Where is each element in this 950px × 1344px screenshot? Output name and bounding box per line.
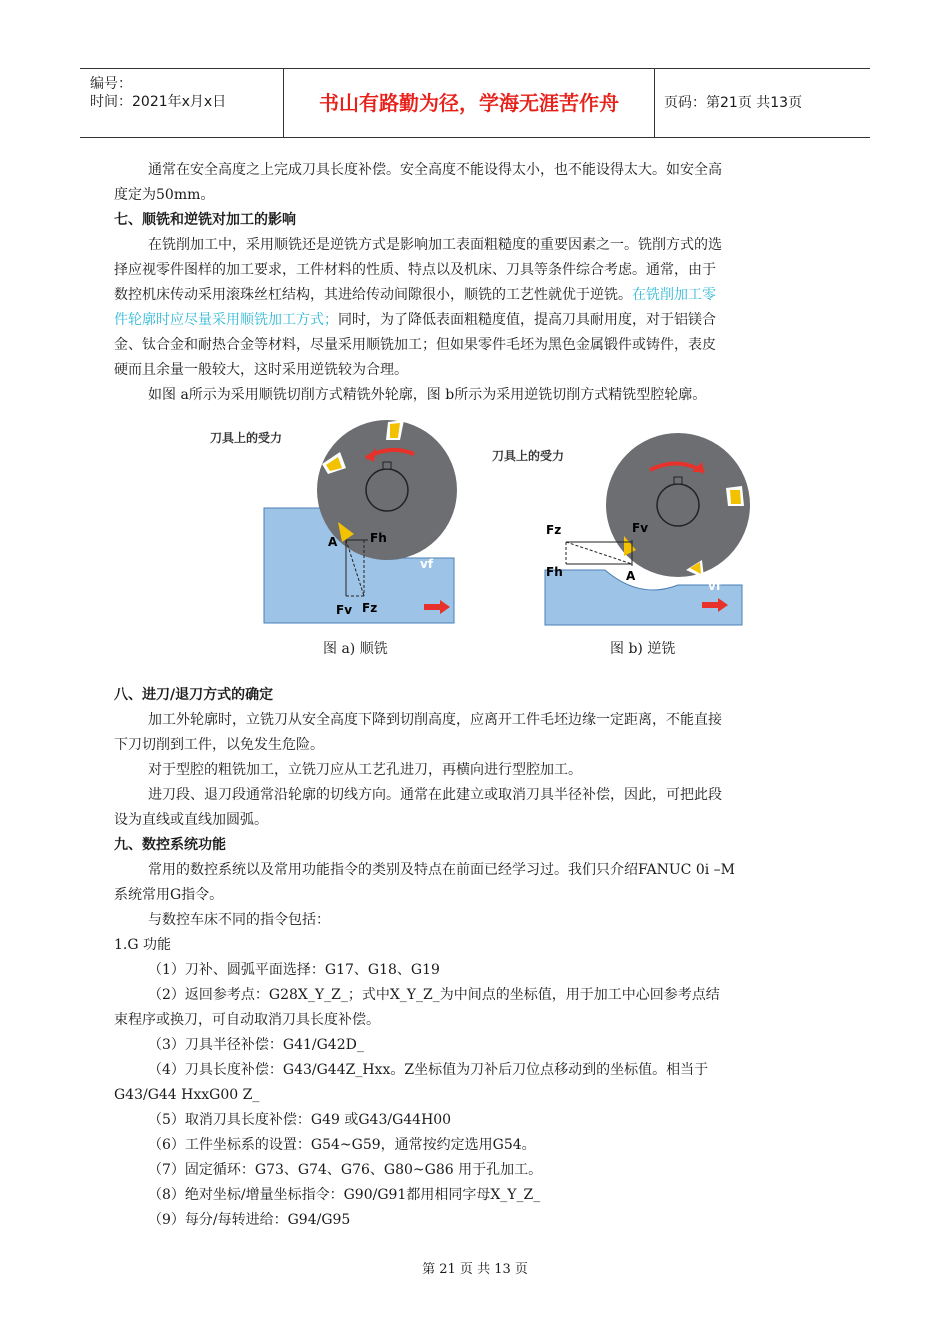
- force-title: 刀具上的受力: [492, 449, 565, 463]
- list-item: （5）取消刀具长度补偿：G49 或G43/G44H00: [148, 1112, 452, 1128]
- fh-label: Fh: [370, 531, 387, 545]
- figure-conventional-milling: [490, 420, 750, 625]
- section-heading-7: 七、顺铣和逆铣对加工的影响: [114, 212, 296, 228]
- highlighted-text: 在铣削加工零: [632, 287, 716, 303]
- paragraph: 硬而且余量一般较大，这时采用逆铣较为合理。: [114, 362, 408, 378]
- paragraph: 择应视零件图样的加工要求，工件材料的性质、特点以及机床、刀具等条件综合考虑。通常，由于: [114, 262, 716, 278]
- keyway: [383, 462, 391, 469]
- caption-b: 图 b) 逆铣: [610, 641, 676, 657]
- paragraph: 加工外轮廓时，立铣刀从安全高度下降到切削高度，应离开工件毛坯边缘一定距离，不能直接: [148, 712, 722, 728]
- list-item: （6）工件坐标系的设置：G54~G59，通常按约定选用G54。: [148, 1137, 536, 1153]
- header-motto: 书山有路勤为径，学海无涯苦作舟: [284, 69, 655, 137]
- paragraph: 下刀切削到工件，以免发生危险。: [114, 737, 324, 753]
- paragraph: 在铣削加工中，采用顺铣还是逆铣方式是影响加工表面粗糙度的重要因素之一。铣削方式的选: [148, 237, 722, 253]
- time-label: 时间：2021年x月x日: [90, 94, 227, 110]
- highlighted-text: 件轮廓时应尽量采用顺铣加工方式；: [114, 312, 338, 328]
- list-item-cont: G43/G44 HxxG00 Z_: [114, 1087, 260, 1103]
- cutter-bore: [657, 484, 699, 526]
- list-item: （9）每分/每转进给：G94/G95: [148, 1212, 351, 1228]
- list-item: （2）返回参考点：G28X_Y_Z_；式中X_Y_Z_为中间点的坐标值，用于加工中心回参考点结: [148, 987, 720, 1003]
- paragraph: [114, 283, 838, 307]
- paragraph: 金、钛合金和耐热合金等材料，尽量采用顺铣加工；但如果零件毛坯为黑色金属锻件或铸件，表皮: [114, 337, 716, 353]
- text-run: 同时，为了降低表面粗糙度值，提高刀具耐用度，对于铝镁合: [338, 312, 716, 328]
- caption-a: 图 a) 顺铣: [323, 641, 388, 657]
- paragraph: 常用的数控系统以及常用功能指令的类别及特点在前面已经学习过。我们只介绍FANUC 0i –M: [148, 862, 735, 878]
- list-item-cont: 束程序或换刀，可自动取消刀具长度补偿。: [114, 1012, 380, 1028]
- section-heading-9: 九、数控系统功能: [114, 837, 226, 853]
- force-title: 刀具上的受力: [210, 431, 283, 445]
- paragraph: 对于型腔的粗铣加工，立铣刀应从工艺孔进刀，再横向进行型腔加工。: [148, 762, 582, 778]
- header-meta: [80, 69, 284, 137]
- g-function-title: 1.G 功能: [114, 937, 171, 953]
- point-label: A: [626, 569, 636, 583]
- vf-label: vf: [420, 557, 434, 571]
- list-item: （4）刀具长度补偿：G43/G44Z_Hxx。Z坐标值为刀补后刀位点移动到的坐标值。相当于: [148, 1062, 709, 1078]
- fv-label: Fv: [632, 521, 649, 535]
- insert: [730, 490, 741, 504]
- page-header: [80, 68, 870, 138]
- fv-label: Fv: [336, 603, 353, 617]
- paragraph: 如图 a所示为采用顺铣切削方式精铣外轮廓，图 b所示为采用逆铣切削方式精铣型腔轮廓。: [148, 387, 707, 403]
- paragraph: 与数控车床不同的指令包括：: [148, 912, 330, 928]
- fz-label: Fz: [362, 601, 378, 615]
- section-heading-8: 八、进刀/退刀方式的确定: [114, 687, 274, 703]
- fh-label: Fh: [546, 565, 563, 579]
- number-label: 编号：: [90, 76, 132, 92]
- keyway: [674, 477, 682, 484]
- paragraph: 度定为50mm。: [114, 187, 215, 203]
- header-page-info: 页码：第21页 共13页: [664, 95, 803, 111]
- list-item: （1）刀补、圆弧平面选择：G17、G18、G19: [148, 962, 440, 978]
- list-item: （3）刀具半径补偿：G41/G42D_: [148, 1037, 364, 1053]
- paragraph: 设为直线或直线加圆弧。: [114, 812, 268, 828]
- fz-label: Fz: [546, 523, 562, 537]
- paragraph: 系统常用G指令。: [114, 887, 224, 903]
- list-item: （8）绝对坐标/增量坐标指令：G90/G91都用相同字母X_Y_Z_: [148, 1187, 541, 1203]
- cutter-bore: [366, 469, 408, 511]
- paragraph: 进刀段、退刀段通常沿轮廓的切线方向。通常在此建立或取消刀具半径补偿，因此，可把此段: [148, 787, 722, 803]
- paragraph: 通常在安全高度之上完成刀具长度补偿。安全高度不能设得太小，也不能设得太大。如安全高: [148, 162, 722, 178]
- vf-label: vf: [708, 579, 722, 593]
- text-run: 数控机床传动采用滚珠丝杠结构，其进给传动间隙很小，顺铣的工艺性就优于逆铣。: [114, 287, 632, 303]
- list-item: （7）固定循环：G73、G74、G76、G80~G86 用于孔加工。: [148, 1162, 543, 1178]
- paragraph: [114, 308, 838, 332]
- point-label: A: [328, 535, 338, 549]
- figure-climb-milling: [210, 418, 472, 623]
- page-footer: 第 21 页 共 13 页: [422, 1262, 528, 1277]
